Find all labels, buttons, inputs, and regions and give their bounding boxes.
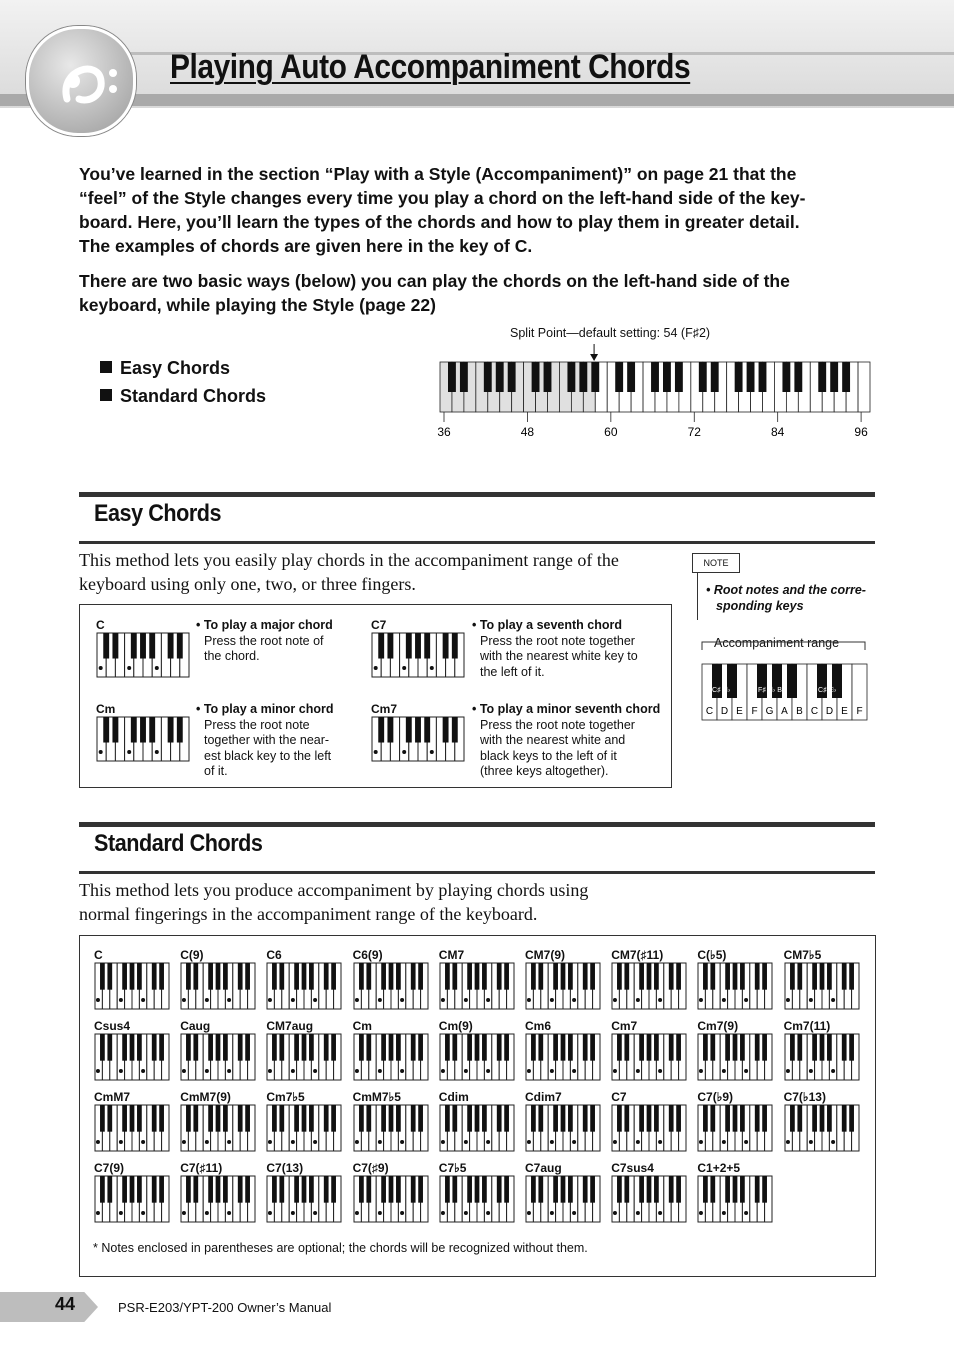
standard-chord-keyboard: [697, 962, 773, 1010]
split-point-label: Split Point—default setting: 54 (F♯2): [510, 326, 711, 340]
accompaniment-black-key-label: F♯: [852, 687, 860, 694]
standard-chord-name: C6: [266, 948, 282, 962]
standard-chord-keyboard: [94, 962, 170, 1010]
key-number-label: 36: [437, 425, 451, 439]
accompaniment-range-diagram: [700, 640, 874, 730]
easy-chord-name: Cm: [96, 702, 116, 716]
key-number-label: 60: [604, 425, 618, 439]
standard-chord-keyboard: [525, 962, 601, 1010]
standard-chords-title: Standard Chords: [94, 830, 263, 857]
accompaniment-key-label: E: [841, 706, 848, 717]
standard-chord-name: C7(♭13): [783, 1090, 826, 1104]
accompaniment-key-label: F: [751, 706, 758, 717]
easy-chord-name: C: [96, 618, 105, 632]
standard-chord-keyboard: [266, 1104, 342, 1152]
standard-chord-keyboard: [784, 1033, 860, 1081]
standard-chord-keyboard: [180, 962, 256, 1010]
accompaniment-key-label: E: [736, 706, 743, 717]
standard-chord-name: C7: [611, 1090, 627, 1104]
accompaniment-black-key-label: C♯ E♭: [712, 687, 731, 694]
standard-chord-keyboard: [611, 962, 687, 1010]
standard-chord-keyboard: [784, 962, 860, 1010]
standard-chord-keyboard: [94, 1104, 170, 1152]
standard-chords-body: This method lets you produce accompaniment by playing chords using normal fingerings in the accompaniment range of the keyboard.: [79, 880, 589, 924]
standard-chord-name: CM7(9): [525, 948, 566, 962]
easy-chords-body: This method lets you easily play chords in the accompaniment range of the keyboard using only one, two, or three fingers.: [79, 550, 619, 594]
standard-chord-name: C1+2+5: [697, 1161, 741, 1175]
standard-chord-name: CM7: [438, 948, 465, 962]
standard-chord-keyboard: [525, 1033, 601, 1081]
standard-chord-keyboard: [439, 1175, 515, 1223]
standard-chord-name: Cm7(9): [697, 1019, 739, 1033]
standard-chord-keyboard: [439, 962, 515, 1010]
method-list-item-standard: Standard Chords: [100, 386, 266, 407]
standard-chord-name: CmM7♭5: [352, 1090, 401, 1104]
easy-chord-name: Cm7: [371, 702, 398, 716]
standard-chord-name: Cm7(11): [783, 1019, 831, 1033]
method-list-item-easy: Easy Chords: [100, 358, 230, 379]
accompaniment-range-label: Accompaniment range: [714, 636, 840, 650]
standard-chord-keyboard: [353, 1175, 429, 1223]
standard-footnote: * Notes enclosed in parentheses are optional; the chords will be recognized without them.: [93, 1241, 588, 1255]
standard-chord-keyboard: [611, 1104, 687, 1152]
easy-chord-description: • To play a minor chord Press the root note together with the near- est black key to the left of it.: [196, 702, 334, 778]
standard-chord-keyboard: [525, 1175, 601, 1223]
standard-chord-name: Cm(9): [438, 1019, 473, 1033]
standard-chord-keyboard: [180, 1033, 256, 1081]
standard-chord-name: C7(13): [266, 1161, 304, 1175]
standard-chord-name: CmM7: [94, 1090, 131, 1104]
standard-chord-keyboard: [266, 1033, 342, 1081]
standard-chord-keyboard: [697, 1175, 773, 1223]
standard-chord-name: C(♭5): [697, 948, 727, 962]
easy-chord-keyboard: [96, 716, 190, 762]
note-rule: [697, 568, 698, 620]
accompaniment-key-label: C: [705, 706, 714, 717]
standard-chord-name: Csus4: [94, 1019, 131, 1033]
standard-chord-keyboard: [94, 1175, 170, 1223]
standard-chord-keyboard: [266, 1175, 342, 1223]
easy-chord-keyboard: [371, 716, 465, 762]
easy-chord-description: • To play a seventh chord Press the root note together with the nearest white key to the left of it.: [472, 618, 638, 679]
standard-chord-keyboard: [353, 1033, 429, 1081]
standard-chord-name: C7(♯9): [352, 1161, 389, 1175]
standard-chord-keyboard: [94, 1033, 170, 1081]
standard-chord-name: Cm6: [525, 1019, 552, 1033]
key-number-label: 72: [687, 425, 701, 439]
accompaniment-key-label: C: [810, 706, 819, 717]
standard-chord-name: C: [94, 948, 103, 962]
accompaniment-key-label: D: [720, 706, 729, 717]
header-stripe: [0, 94, 954, 106]
standard-chord-name: C7♭5: [438, 1161, 467, 1175]
standard-chord-keyboard: [611, 1175, 687, 1223]
accompaniment-key-label: F: [856, 706, 863, 717]
full-keyboard-diagram: [430, 340, 890, 440]
accompaniment-black-key-label: C♯ E♭: [818, 687, 837, 694]
easy-chord-keyboard: [96, 632, 190, 678]
easy-chord-name: C7: [371, 618, 387, 632]
accompaniment-key-label: G: [765, 706, 774, 717]
standard-chord-name: C6(9): [352, 948, 383, 962]
key-number-label: 48: [520, 425, 535, 439]
key-number-label: 96: [854, 425, 868, 439]
standard-chord-name: C7(♭9): [697, 1090, 734, 1104]
standard-chord-keyboard: [353, 1104, 429, 1152]
standard-chord-name: C7(9): [94, 1161, 125, 1175]
page-title: Playing Auto Accompaniment Chords: [170, 48, 691, 86]
standard-chord-name: Cm: [352, 1019, 372, 1033]
standard-chord-keyboard: [180, 1104, 256, 1152]
standard-chord-keyboard: [697, 1104, 773, 1152]
standard-chord-keyboard: [611, 1033, 687, 1081]
page-number: 44: [55, 1294, 76, 1314]
standard-chord-name: Cdim: [438, 1090, 469, 1104]
footer-manual-title: PSR-E203/YPT-200 Owner’s Manual: [118, 1300, 332, 1315]
standard-chord-name: C7aug: [525, 1161, 562, 1175]
standard-chord-keyboard: [180, 1175, 256, 1223]
easy-chords-title: Easy Chords: [94, 500, 222, 527]
note-badge: NOTE: [692, 553, 740, 573]
standard-chord-name: CM7(♯11): [611, 948, 664, 962]
standard-chord-name: C(9): [180, 948, 204, 962]
standard-chord-keyboard: [784, 1104, 860, 1152]
standard-chord-keyboard: [525, 1104, 601, 1152]
accompaniment-black-key-label: F♯ A♭ B♭: [758, 687, 786, 694]
easy-chord-description: • To play a major chord Press the root note of the chord.: [196, 618, 333, 663]
accompaniment-key-label: A: [781, 706, 788, 717]
standard-chord-name: Cdim7: [525, 1090, 562, 1104]
key-number-label: 84: [771, 425, 785, 439]
accompaniment-key-label: B: [796, 706, 803, 717]
intro-paragraph-1: You’ve learned in the section “Play with a Style (Accompaniment)” on page 21 that the “feel” of the Style changes every time you play a chord on the left-hand side of the key- board. Here, you’ll learn the types of the chords and how to play them in greater detail. The examples of chords are given here in the key of C.: [79, 164, 806, 256]
page-number-tab: [0, 1292, 98, 1322]
standard-chord-name: Cm7: [611, 1019, 638, 1033]
easy-chord-description: • To play a minor seventh chord Press the root note together with the nearest white and black keys to the left of it (three keys altogether).: [472, 702, 661, 778]
standard-chord-name: CM7aug: [266, 1019, 314, 1033]
intro-paragraph-2: There are two basic ways (below) you can play the chords on the left-hand side of the keyboard, while playing the Style (page 22): [79, 271, 790, 315]
standard-chord-name: Caug: [180, 1019, 211, 1033]
standard-chord-keyboard: [439, 1033, 515, 1081]
accompaniment-key-label: D: [825, 706, 834, 717]
bass-clef-logo-icon: [26, 26, 136, 136]
standard-chord-name: C7(♯11): [180, 1161, 223, 1175]
standard-chord-name: CmM7(9): [180, 1090, 231, 1104]
standard-chord-keyboard: [353, 962, 429, 1010]
note-text: • Root notes and the corre- sponding keys: [706, 583, 866, 613]
standard-chord-name: CM7♭5: [783, 948, 822, 962]
standard-chord-keyboard: [266, 962, 342, 1010]
standard-chord-name: C7sus4: [611, 1161, 654, 1175]
standard-chord-name: Cm7♭5: [266, 1090, 305, 1104]
standard-chord-keyboard: [439, 1104, 515, 1152]
easy-chord-keyboard: [371, 632, 465, 678]
standard-chord-keyboard: [697, 1033, 773, 1081]
